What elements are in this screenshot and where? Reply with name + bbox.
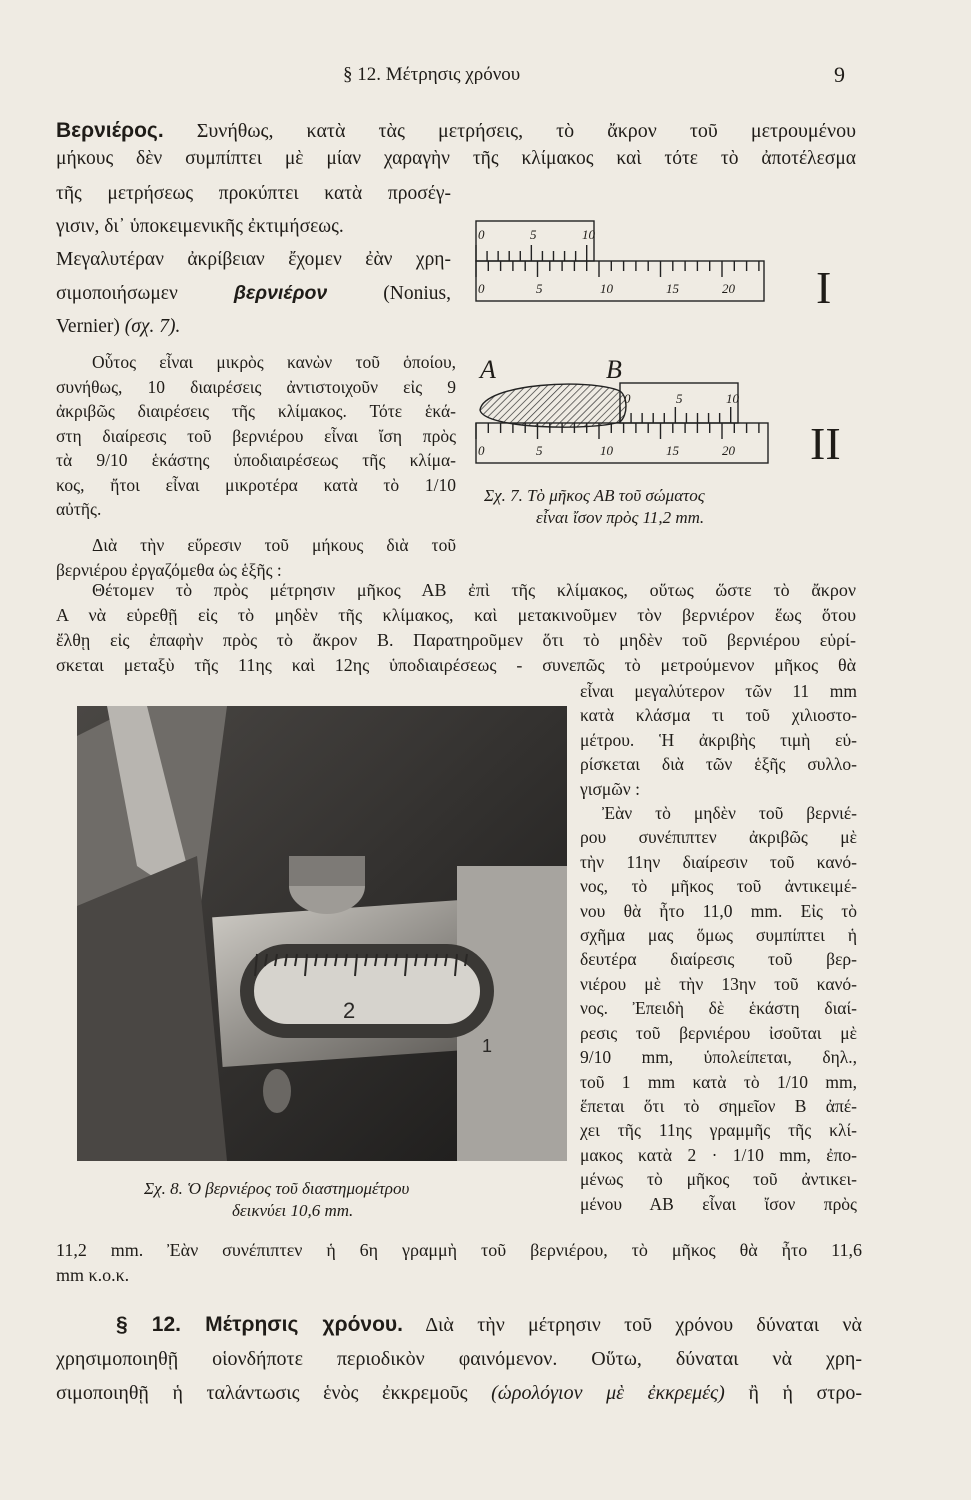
section-heading-vernier: Βερνιέρος. xyxy=(56,119,164,142)
page-number: 9 xyxy=(834,62,845,87)
photo-digit-1: 1 xyxy=(482,1036,493,1056)
vernier-procedure-intro: Διὰ τὴν εὕρεσιν τοῦ μήκους διὰ τοῦ βερνιέρου ἐργαζόμεθα ὡς ἑξῆς : xyxy=(56,535,456,580)
scale-label-10-II: 10 xyxy=(600,443,613,458)
vernier-label-5-I: 5 xyxy=(530,227,537,242)
figure-8-caption: Σχ. 8. Ὁ βερνιέρος τοῦ διαστημομέτρου δεικνύει 10,6 mm. xyxy=(144,1179,410,1220)
vernier-intro-line-2: μήκους δὲν συμπίπτει μὲ μίαν χαραγὴν τῆς κλίμακος καὶ τότε τὸ ἀποτέλεσμα xyxy=(56,148,856,169)
vernier-label-0-II: 0 xyxy=(624,391,631,406)
pendulum-clock-term: (ὡρολόγιον μὲ ἐκκρεμές) xyxy=(491,1382,725,1404)
scale-label-5-II: 5 xyxy=(536,443,543,458)
figure-7 xyxy=(470,215,850,535)
vernier-procedure: Θέτομεν τὸ πρὸς μέτρησιν μῆκος ΑΒ ἐπὶ τῆς κλίμακος, οὕτως ὥστε τὸ ἄκρον Α νὰ εὑρεθῇ εἰς τὸ μηδὲν τῆς κλίμακος, καὶ μετακινοῦμεν τὸν βερνιέρον ἕως ὅτου ἔλθῃ εἰς ἐπαφὴν πρὸς τὸ ἄκρον Β. Παρατηροῦμεν ὅτι τὸ μηδὲν τοῦ βερνιέρου εὑρί- σκεται μεταξὺ τῆς 11ης καὶ 12ης ὑποδιαιρέσεως - συνεπῶς τὸ μετρούμενον μῆκος θὰ xyxy=(56,580,856,675)
scale-label-10-I: 10 xyxy=(600,281,613,296)
running-title: § 12. Μέτρησις χρόνου xyxy=(343,64,521,85)
figure-7-caption: Σχ. 7. Τὸ μῆκος ΑΒ τοῦ σώματος εἶναι ἴσον πρὸς 11,2 mm. xyxy=(484,486,705,527)
figure-reference: (σχ. 7). xyxy=(124,316,181,337)
scale-label-15-II: 15 xyxy=(666,443,679,458)
measured-object xyxy=(480,384,626,427)
figure-8-photo xyxy=(77,706,567,1161)
term-vernier: βερνιέρον xyxy=(233,282,328,304)
scale-label-20-I: 20 xyxy=(722,281,735,296)
scale-label-20-II: 20 xyxy=(722,443,735,458)
vernier-label-10-I: 10 xyxy=(582,227,595,242)
photo-digit-2: 2 xyxy=(343,998,356,1023)
roman-label-I: I xyxy=(816,262,832,313)
point-label-A: A xyxy=(480,355,496,384)
vernier-intro-line-1: Βερνιέρος. Συνήθως, κατὰ τὰς μετρήσεις, τὸ ἄκρον τοῦ μετρουμένου xyxy=(56,119,856,142)
time-section: § 12. Μέτρησις χρόνου. Διὰ τὴν μέτρησιν τοῦ χρόνου δύναται νὰ χρησιμοποιηθῇ οἱονδήποτε περιοδικὸν φαινόμενον. Οὕτω, δύναται νὰ χρη- σιμοποιηθῇ ἡ ταλάντωσις ἑνὸς ἐκκρεμοῦς (ὡρολόγιον μὲ ἐκκρεμές) ἢ ἡ στρο- xyxy=(56,1313,862,1404)
roman-label-II: II xyxy=(810,418,841,469)
point-label-B: B xyxy=(606,355,622,384)
main-scale-I xyxy=(476,261,764,301)
vernier-label-5-II: 5 xyxy=(676,391,683,406)
vernier-intro-narrow: τῆς μετρήσεως προκύπτει κατὰ προσέγ- γισιν, δι᾽ ὑποκειμενικῆς ἐκτιμήσεως. Μεγαλυτέραν ἀκρίβειαν ἔχομεν ἐὰν χρη- σιμοποιήσωμεν βερνιέρον (Nonius, Vernier) (σχ. 7). xyxy=(56,183,451,337)
vernier-explanation: Οὗτος εἶναι μικρὸς κανὼν τοῦ ὁποίου, συνήθως, 10 διαιρέσεις ἀντιστοιχοῦν εἰς 9 ἀκριβῶς διαιρέσεις τῆς κλίμακος. Τότε ἑκά- στη διαίρεσις τοῦ βερνιέρου εἶναι ἴση πρὸς τὰ 9/10 ἑκάστης ὑποδιαιρέσεως τῆς κλίμα- κος, ἤτοι εἶναι μικροτέρα κατὰ τὸ 1/10 αὐτῆς. xyxy=(56,352,456,519)
vernier-closing: 11,2 mm. Ἐὰν συνέπιπτεν ἡ 6η γραμμὴ τοῦ βερνιέρου, τὸ μῆκος θὰ ἦτο 11,6 mm κ.ο.κ. xyxy=(56,1240,862,1285)
scale-label-0-II: 0 xyxy=(478,443,485,458)
caliper-photo xyxy=(77,706,567,1161)
right-column-text: εἶναι μεγαλύτερον τῶν 11 mm κατὰ κλάσμα τι τοῦ χιλιοστο- μέτρου. Ἡ ἀκριβὴς τιμὴ εὑ- ρίσκεται διὰ τῶν ἑξῆς συλλο- γισμῶν : Ἐὰν τὸ μηδὲν τοῦ βερνιέ- ρου συνέπιπτεν ἀκριβῶς μὲ τὴν 11ην διαίρεσιν τοῦ κανό- νος, τὸ μῆκος τοῦ ἀντικειμέ- νου θὰ ἦτο 11,0 mm. Εἰς τὸ σχῆμα μας ὅμως συμπίπτει ἡ δευτέρα διαίρεσις τοῦ βερ- νιέρου μὲ τὴν 13ην τοῦ κανό- νος. Ἐπειδὴ δὲ ἑκάστη διαί- ρεσις τοῦ βερνιέρου ἰσοῦται μὲ 9/10 mm, ὑπολείπεται, δηλ., τοῦ 1 mm κατὰ τὸ 1/10 mm, ἕπεται ὅτι τὸ σημεῖον Β ἀπέ- χει τῆς 11ης γραμμῆς τῆς κλί- μακος κατὰ 2 · 1/10 mm, ἐπο- μένως τὸ μῆκος τοῦ ἀντικει- μένου ΑΒ εἶναι ἴσον πρὸς xyxy=(580,681,857,1214)
vernier-label-10-II: 10 xyxy=(726,391,739,406)
section-heading-time: § 12. Μέτρησις χρόνου. xyxy=(116,1313,403,1336)
vernier-label-0-I: 0 xyxy=(478,227,485,242)
page-header xyxy=(0,62,971,92)
scale-label-0-I: 0 xyxy=(478,281,485,296)
scale-label-5-I: 5 xyxy=(536,281,543,296)
scale-label-15-I: 15 xyxy=(666,281,679,296)
